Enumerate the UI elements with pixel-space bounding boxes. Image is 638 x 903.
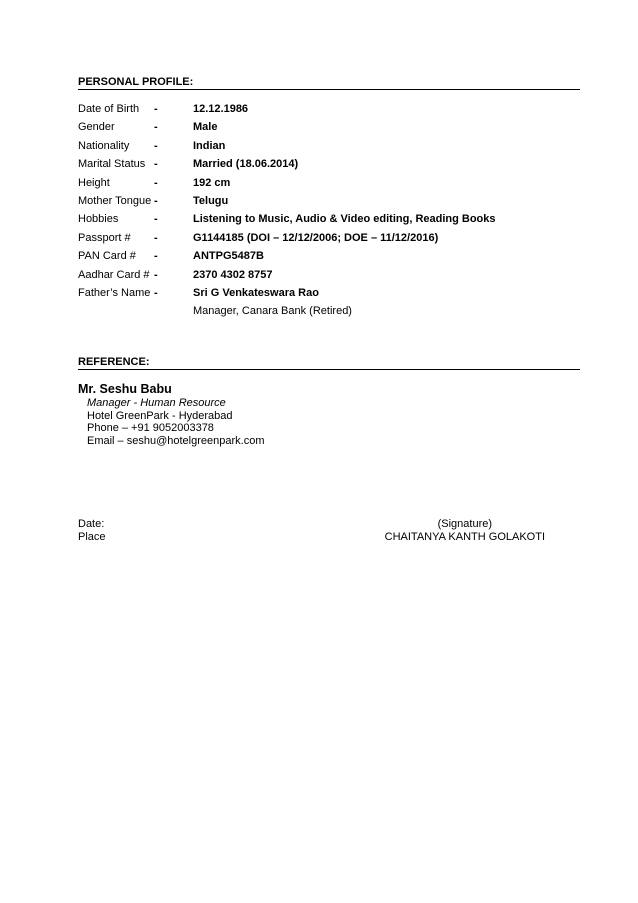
profile-label: PAN Card #	[78, 250, 136, 263]
profile-value: Sri G Venkateswara Rao	[193, 286, 319, 299]
profile-value: Listening to Music, Audio & Video editing, Reading Books	[193, 213, 496, 226]
profile-label: Height	[78, 176, 110, 189]
profile-label: Aadhar Card #	[78, 268, 150, 281]
profile-separator: -	[154, 194, 158, 207]
reference-company: Hotel GreenPark - Hyderabad	[87, 409, 233, 422]
profile-separator: -	[154, 231, 158, 244]
profile-label: Marital Status	[78, 158, 146, 171]
reference-heading: REFERENCE:	[78, 356, 580, 370]
place-label: Place	[78, 531, 106, 543]
reference-phone: Phone – +91 9052003378	[87, 422, 214, 435]
profile-separator: -	[154, 139, 158, 152]
profile-value: 12.12.1986	[193, 103, 249, 115]
reference-name: Mr. Seshu Babu	[78, 382, 172, 396]
date-label: Date:	[78, 518, 105, 530]
profile-separator: -	[154, 213, 158, 226]
profile-separator: -	[154, 176, 158, 189]
reference-email: Email – seshu@hotelgreenpark.com	[87, 434, 265, 447]
signatory-name: CHAITANYA KANTH GOLAKOTI	[384, 531, 545, 543]
date-place-block	[78, 518, 106, 544]
profile-label: Passport #	[78, 231, 131, 244]
profile-separator: -	[154, 103, 158, 115]
personal-profile-heading: PERSONAL PROFILE:	[78, 76, 580, 90]
profile-label: Father’s Name	[78, 286, 151, 299]
profile-separator: -	[154, 268, 158, 281]
profile-value: Married (18.06.2014)	[193, 158, 299, 171]
profile-value: G1144185 (DOI – 12/12/2006; DOE – 11/12/2016)	[193, 231, 439, 244]
signature-label: (Signature)	[437, 518, 493, 530]
profile-separator: -	[154, 121, 158, 134]
profile-label: Hobbies	[78, 213, 119, 226]
profile-label: Gender	[78, 121, 115, 134]
profile-separator: -	[154, 286, 158, 299]
profile-value: 192 cm	[193, 176, 231, 189]
profile-separator: -	[154, 250, 158, 263]
father-occupation-note: Manager, Canara Bank (Retired)	[193, 305, 352, 318]
profile-label: Date of Birth	[78, 103, 140, 115]
signature-block	[385, 518, 545, 544]
reference-block	[78, 381, 264, 447]
profile-separator: -	[154, 158, 158, 171]
profile-value: ANTPG5487B	[193, 250, 264, 263]
profile-value: Indian	[193, 139, 226, 152]
reference-title: Manager - Human Resource	[87, 397, 226, 409]
profile-value: 2370 4302 8757	[193, 268, 273, 281]
profile-value: Male	[193, 121, 218, 134]
profile-label: Mother Tongue	[78, 194, 152, 207]
profile-value: Telugu	[193, 194, 229, 207]
profile-label: Nationality	[78, 139, 130, 152]
